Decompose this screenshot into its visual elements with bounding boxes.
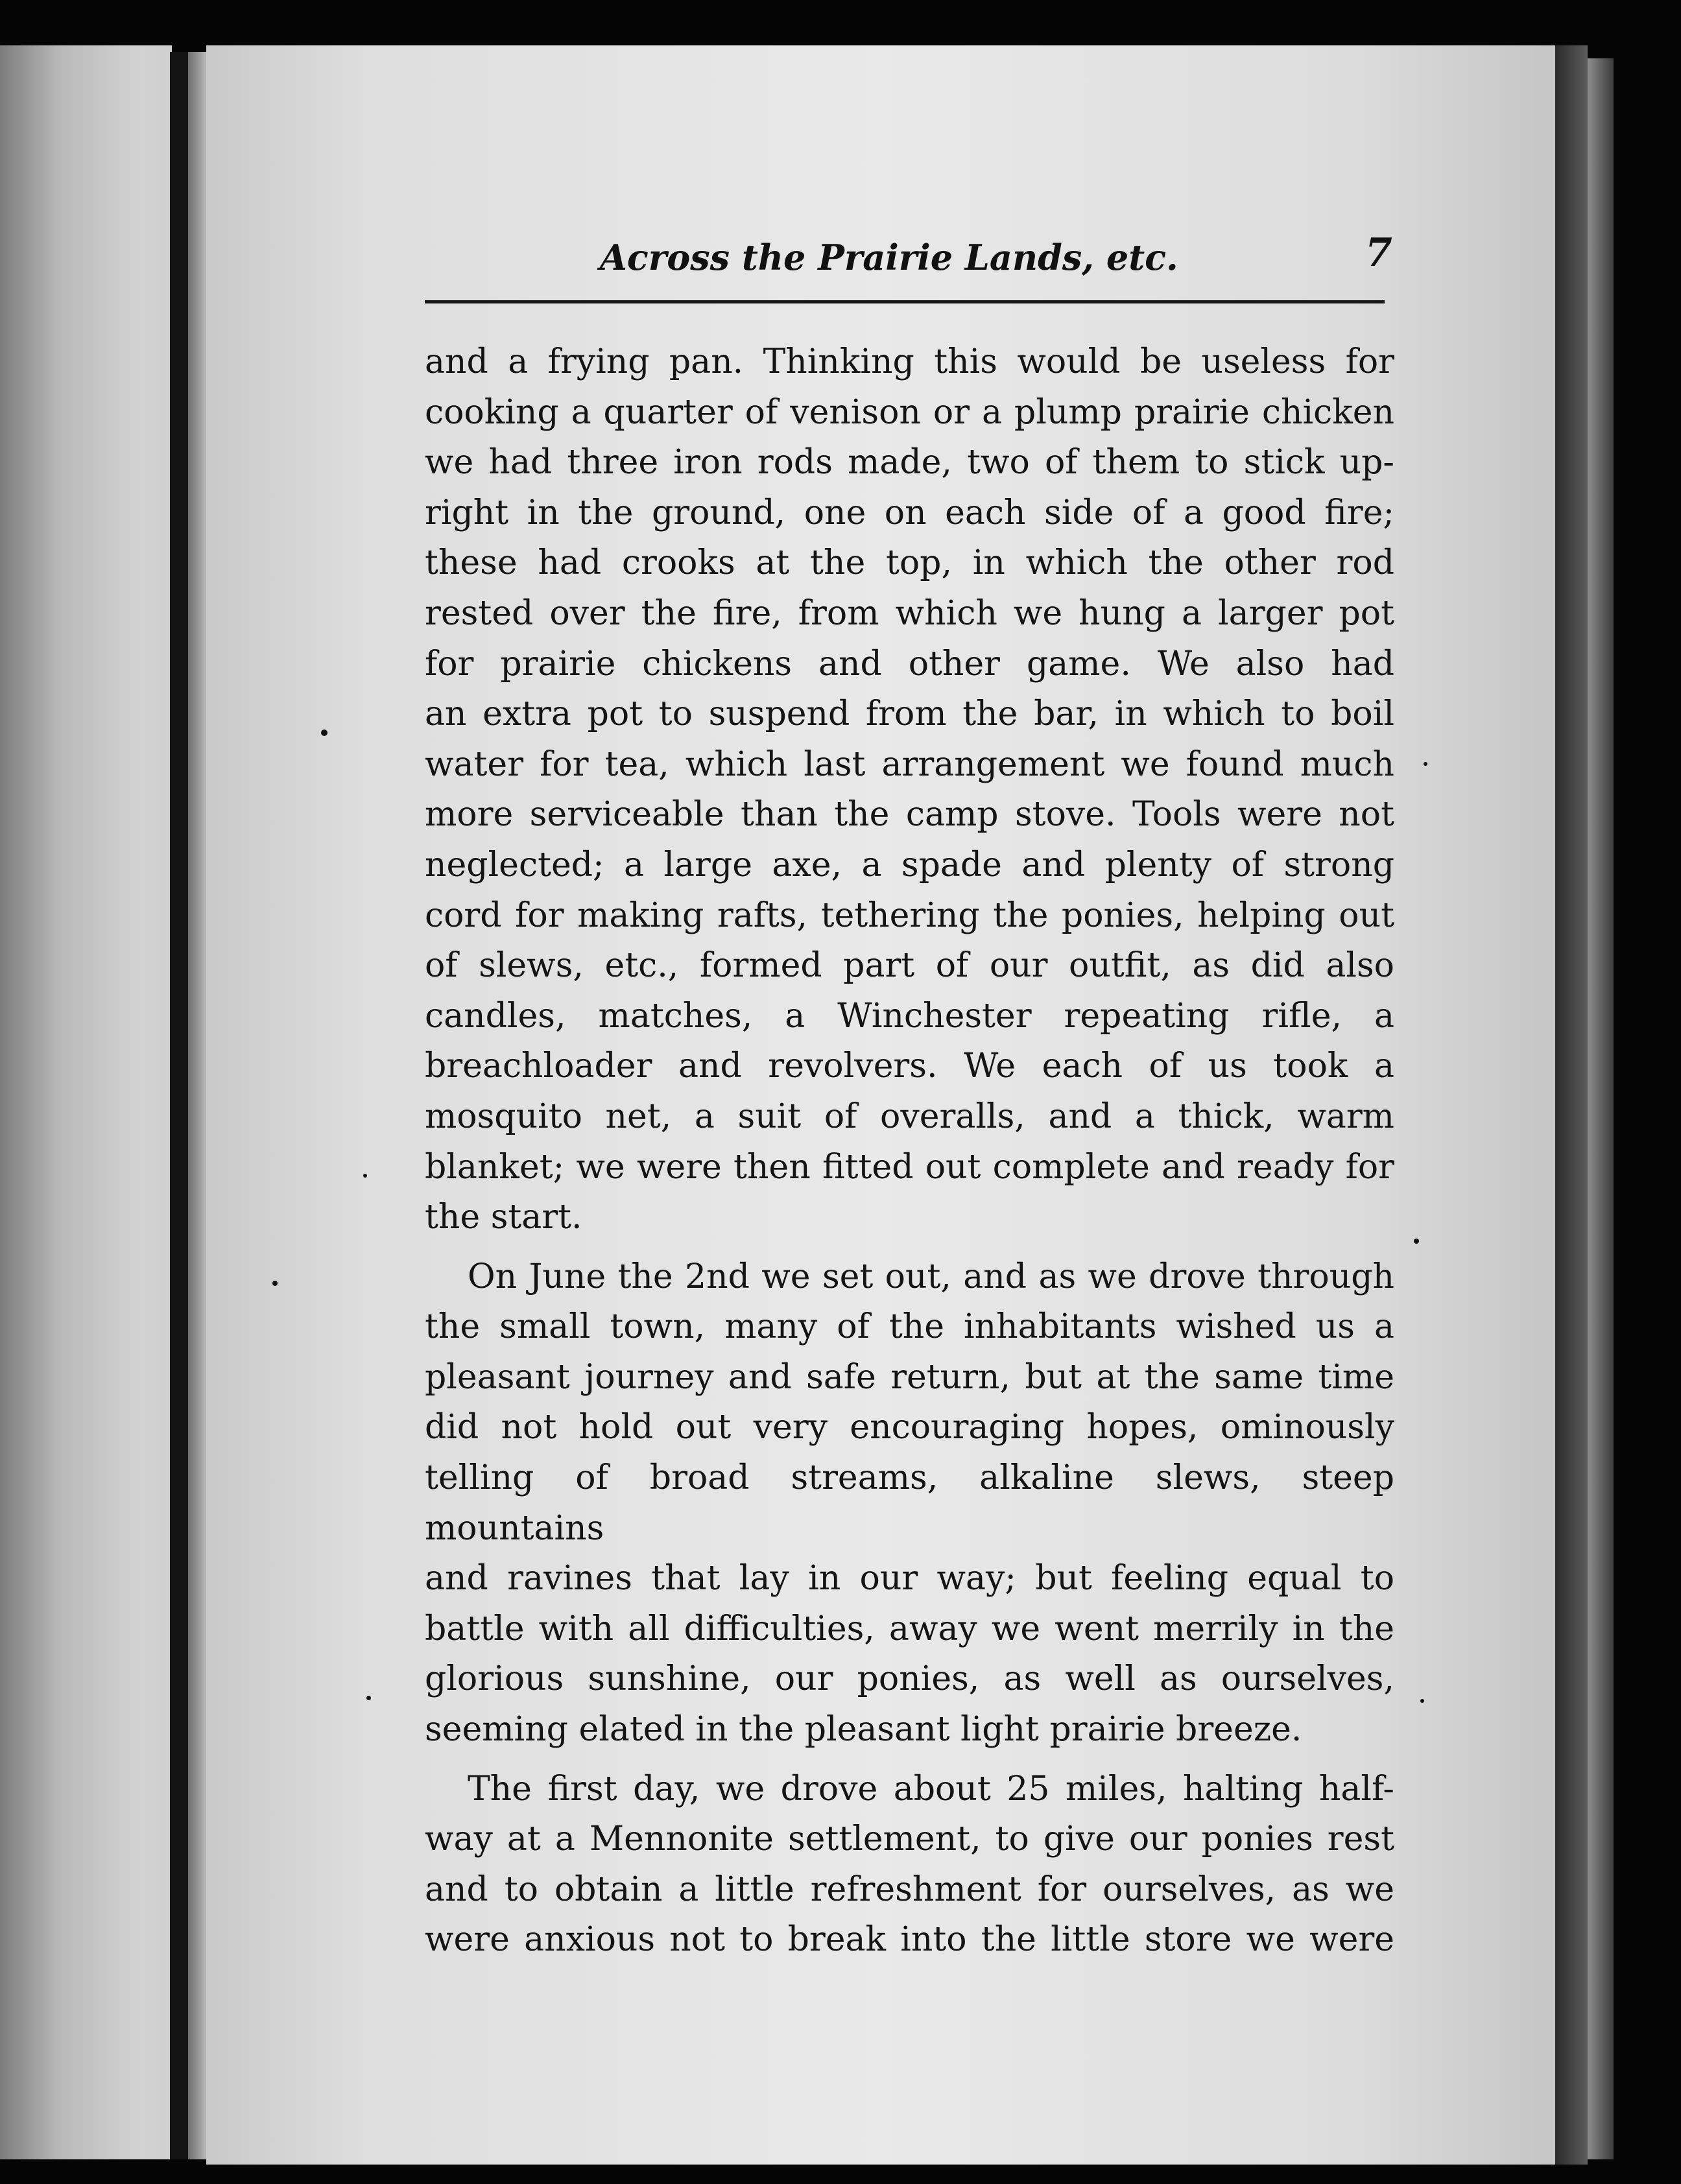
text-line: breachloader and revolvers. We each of us took a: [425, 1047, 1394, 1086]
scan-speck: [363, 1174, 367, 1178]
paragraph-gap: [425, 1755, 1394, 1764]
paragraph: [425, 1764, 1394, 1965]
text-line: rested over the fire, from which we hung a larger pot: [425, 593, 1394, 633]
header-rule: [425, 300, 1385, 303]
text-line: and ravines that lay in our way; but feeling equal to: [425, 1559, 1394, 1598]
text-line: did not hold out very encouraging hopes, ominously: [425, 1408, 1394, 1447]
text-line: were anxious not to break into the little store we were: [425, 1920, 1394, 1960]
scan-speck: [272, 1281, 278, 1286]
text-line-final: the start.: [425, 1198, 582, 1237]
text-line: of slews, etc., formed part of our outfit, as did also: [425, 946, 1394, 986]
text-line-final: seeming elated in the pleasant light prairie breeze.: [425, 1710, 1302, 1750]
page-number: 7: [1365, 230, 1392, 276]
scan-speck: [1424, 762, 1427, 766]
text-line: right in the ground, one on each side of a good fire;: [425, 493, 1394, 532]
text-line: pleasant journey and safe return, but at the same time: [425, 1357, 1394, 1397]
text-line: candles, matches, a Winchester repeating rifle, a: [425, 996, 1394, 1036]
running-header: [425, 230, 1398, 289]
book-gutter: [170, 52, 188, 2159]
text-line: for prairie chickens and other game. We also had: [425, 644, 1394, 683]
scan-speck: [321, 730, 328, 736]
scan-speck: [1414, 1239, 1419, 1244]
page-stack-edge-outer: [1588, 58, 1614, 2159]
text-line: water for tea, which last arrangement we found much: [425, 744, 1394, 784]
text-line: telling of broad streams, alkaline slews, steep mountains: [425, 1458, 1394, 1548]
text-line: more serviceable than the camp stove. Tools were not: [425, 795, 1394, 835]
previous-page-edge: [0, 45, 172, 2159]
scan-speck: [366, 1696, 371, 1700]
gutter-shadow: [188, 52, 208, 2159]
text-line: an extra pot to suspend from the bar, in which to boil: [425, 694, 1394, 734]
text-line: mosquito net, a suit of overalls, and a thick, warm: [425, 1097, 1394, 1136]
paragraph-gap: [425, 1243, 1394, 1252]
page-stack-edge: [1555, 45, 1588, 2165]
text-line: these had crooks at the top, in which the other rod: [425, 543, 1394, 583]
text-line: cooking a quarter of venison or a plump prairie chicken: [425, 392, 1394, 432]
text-line: battle with all difficulties, away we went merrily in the: [425, 1609, 1394, 1648]
text-line: On June the 2nd we set out, and as we drove through: [468, 1257, 1394, 1296]
body-text: [425, 337, 1394, 1965]
text-line: The first day, we drove about 25 miles, halting half-: [468, 1769, 1394, 1809]
text-line: the small town, many of the inhabitants wished us a: [425, 1307, 1394, 1347]
text-line: and to obtain a little refreshment for ourselves, as we: [425, 1869, 1394, 1909]
text-line: way at a Mennonite settlement, to give our ponies rest: [425, 1820, 1394, 1859]
text-line: neglected; a large axe, a spade and plenty of strong: [425, 845, 1394, 884]
text-line: and a frying pan. Thinking this would be useless for: [425, 342, 1394, 381]
running-title: Across the Prairie Lands, etc.: [600, 237, 1178, 278]
text-line: blanket; we were then fitted out complete and ready for: [425, 1147, 1394, 1187]
paragraph: [425, 1252, 1394, 1755]
scan-speck: [1420, 1699, 1424, 1703]
text-line: glorious sunshine, our ponies, as well as ourselves,: [425, 1659, 1394, 1699]
paragraph: [425, 337, 1394, 1243]
text-line: we had three iron rods made, two of them to stick up-: [425, 443, 1394, 482]
text-line: cord for making rafts, tethering the ponies, helping out: [425, 896, 1394, 935]
